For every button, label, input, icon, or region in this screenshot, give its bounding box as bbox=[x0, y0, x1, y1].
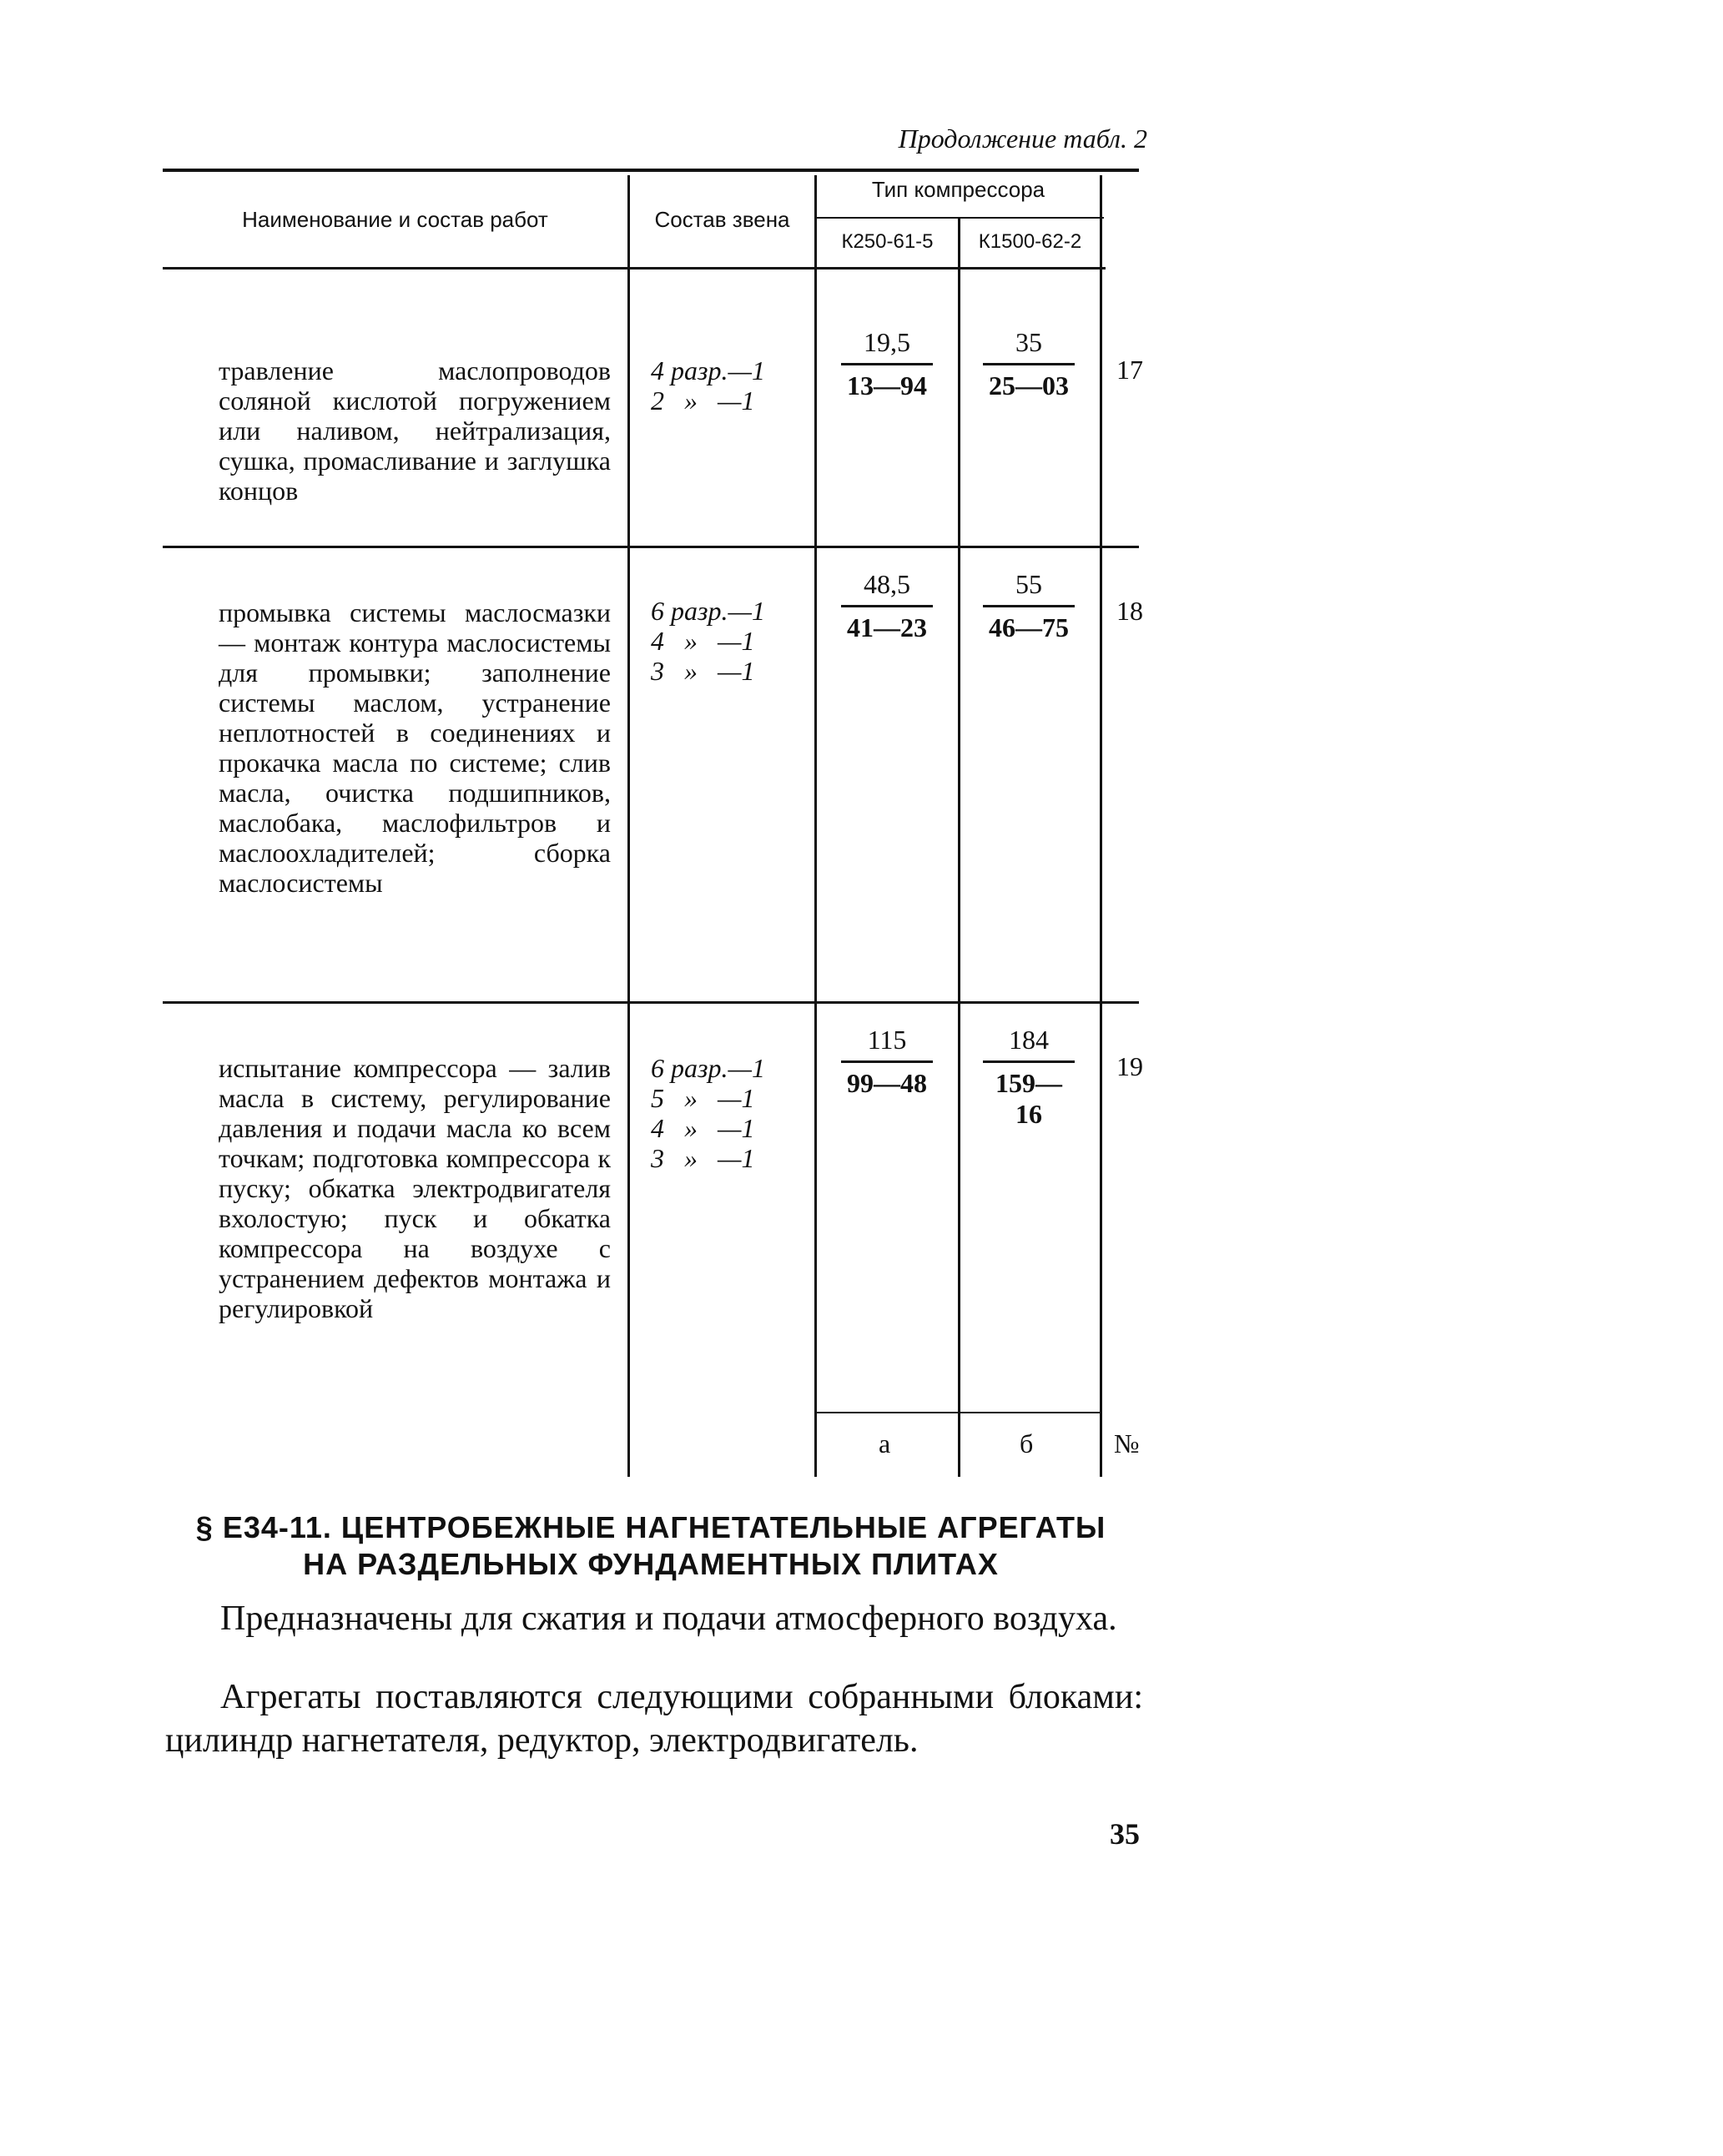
paragraph-purpose: Предназначены для сжатия и подачи атмосферного воздуха. bbox=[220, 1599, 1117, 1638]
table-row-work-text: промывка системы маслосмазки — монтаж контура маслосистемы для промывки; заполнение системы маслом, устранение неплотностей в соединениях и прокачка масла по системе; слив масла, очистка подшипников, маслобака, маслофильтров и маслоохладителей; сборка маслосистемы bbox=[219, 597, 611, 898]
value-fraction-b bbox=[983, 1025, 1075, 1130]
header-compressor-type: Тип компрессора bbox=[871, 177, 1045, 202]
table-row-crew bbox=[651, 596, 765, 686]
table-row-work-text: травление маслопроводов соляной кислотой погружением или наливом, нейтрализация, сушка, промасливание и заглушка концов bbox=[219, 355, 611, 506]
value-fraction-a bbox=[841, 569, 933, 643]
value-cost: 25—03 bbox=[989, 370, 1069, 400]
crew-line: 5 » —1 bbox=[651, 1083, 755, 1113]
value-fraction-a bbox=[841, 327, 933, 401]
footer-column-b: б bbox=[1020, 1428, 1034, 1458]
column-divider-a bbox=[958, 219, 960, 1477]
row-separator bbox=[163, 1001, 1139, 1004]
column-divider-crew bbox=[814, 175, 817, 1477]
row-number: 18 bbox=[1116, 596, 1143, 626]
header-name-column: Наименование и состав работ bbox=[242, 207, 548, 232]
row-number: 19 bbox=[1116, 1051, 1143, 1081]
section-title-line2: НА РАЗДЕЛЬНЫХ ФУНДАМЕНТНЫХ ПЛИТАХ bbox=[303, 1547, 999, 1581]
footer-column-number: № bbox=[1114, 1428, 1140, 1458]
column-divider-b bbox=[1100, 175, 1102, 1477]
value-fraction-b bbox=[983, 569, 1075, 643]
header-model-b: К1500-62-2 bbox=[978, 230, 1082, 253]
crew-line: 6 разр.—1 bbox=[651, 1053, 765, 1083]
crew-line: 2 » —1 bbox=[651, 385, 755, 416]
crew-line: 3 » —1 bbox=[651, 656, 755, 686]
header-crew-column: Состав звена bbox=[654, 207, 790, 232]
table-row-crew bbox=[651, 355, 765, 416]
row-separator bbox=[163, 546, 1139, 548]
crew-line: 4 разр.—1 bbox=[651, 355, 765, 385]
row-number: 17 bbox=[1116, 355, 1143, 385]
table-top-rule bbox=[163, 169, 1139, 172]
table-row-crew bbox=[651, 1053, 765, 1173]
value-hours: 184 bbox=[983, 1025, 1075, 1063]
value-fraction-a bbox=[841, 1025, 933, 1099]
crew-line: 4 » —1 bbox=[651, 626, 755, 656]
column-divider-name bbox=[627, 175, 630, 1477]
footer-top-rule bbox=[816, 1412, 1101, 1413]
value-hours: 55 bbox=[983, 569, 1075, 607]
value-cost: 99—48 bbox=[847, 1068, 927, 1098]
table-continuation-label: Продолжение табл. 2 bbox=[898, 123, 1147, 154]
page-number: 35 bbox=[1110, 1817, 1140, 1851]
value-cost: 13—94 bbox=[847, 370, 927, 400]
crew-line: 6 разр.—1 bbox=[651, 596, 765, 626]
crew-line: 3 » —1 bbox=[651, 1143, 755, 1173]
paragraph-assembly: Агрегаты поставляются следующими собранными блоками: цилиндр нагнетателя, редуктор, электродвигатель. bbox=[165, 1678, 1143, 1760]
value-cost: 41—23 bbox=[847, 612, 927, 642]
value-fraction-b bbox=[983, 327, 1075, 401]
value-hours: 115 bbox=[841, 1025, 933, 1063]
value-hours: 48,5 bbox=[841, 569, 933, 607]
table-row-work-text: испытание компрессора — залив масла в систему, регулирование давления и подачи масла ко всем точкам; подготовка компрессора к пуску; обкатка электродвигателя вхолостую; пуск и обкатка компрессора на воздухе с устранением дефектов монтажа и регулировкой bbox=[219, 1053, 611, 1323]
crew-line: 4 » —1 bbox=[651, 1113, 755, 1143]
section-title-line1: § Е34-11. ЦЕНТРОБЕЖНЫЕ НАГНЕТАТЕЛЬНЫЕ АГРЕГАТЫ bbox=[195, 1510, 1106, 1544]
footer-column-a: а bbox=[879, 1428, 891, 1458]
value-cost: 159—16 bbox=[995, 1068, 1062, 1129]
value-hours: 35 bbox=[983, 327, 1075, 365]
header-bottom-rule bbox=[163, 267, 1106, 270]
value-hours: 19,5 bbox=[841, 327, 933, 365]
value-cost: 46—75 bbox=[989, 612, 1069, 642]
header-model-a: К250-61-5 bbox=[841, 230, 934, 253]
